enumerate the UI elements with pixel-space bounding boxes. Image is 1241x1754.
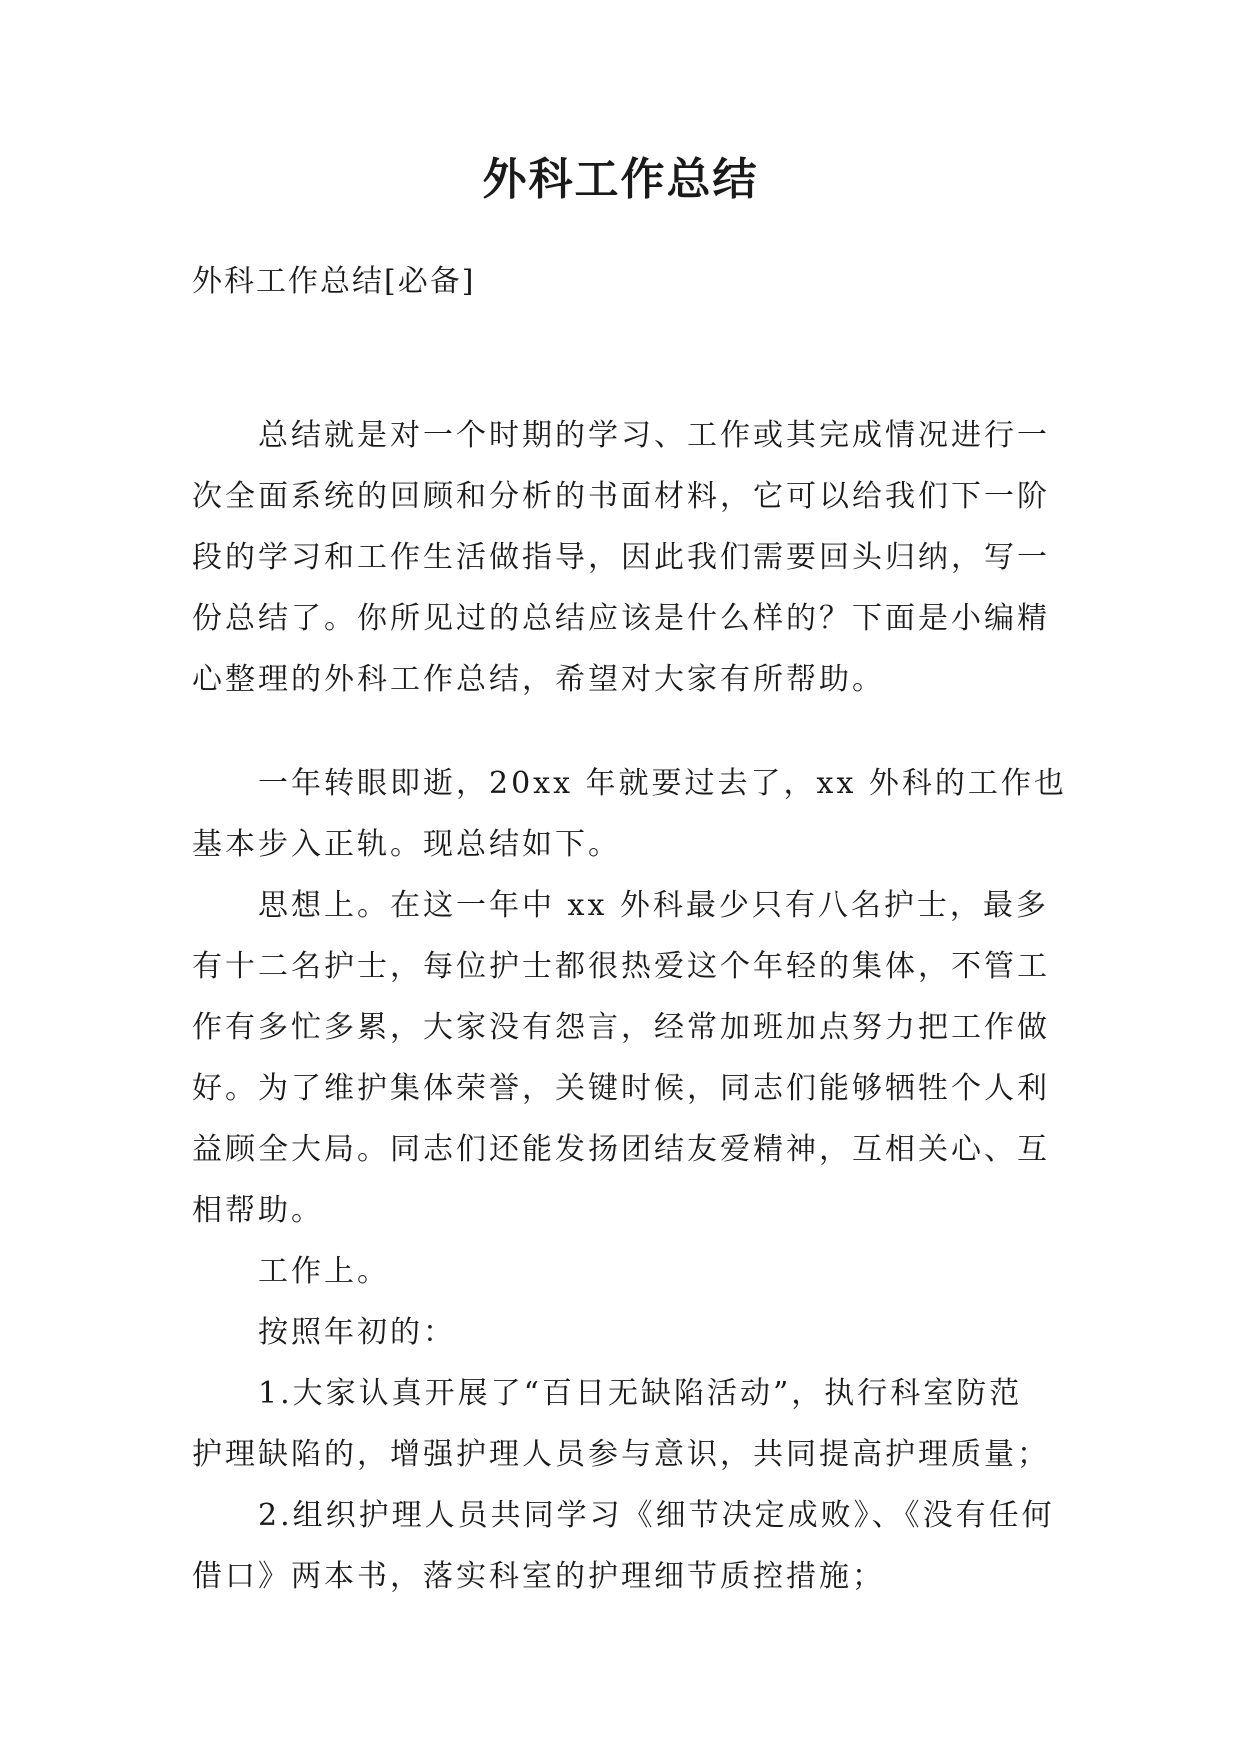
text-line: 有十二名护士，每位护士都很热爱这个年轻的集体，不管工	[192, 949, 1050, 984]
text-line: 思想上。在这一年中 xx 外科最少只有八名护士，最多	[258, 888, 1049, 923]
text-line: 基本步入正轨。现总结如下。	[192, 827, 621, 862]
text-line: 相帮助。	[192, 1193, 324, 1228]
list-item: 2.组织护理人员共同学习《细节决定成败》、《没有任何	[258, 1498, 1055, 1533]
text-line: 护理缺陷的，增强护理人员参与意识，共同提高护理质量；	[192, 1437, 1050, 1472]
text-line: 心整理的外科工作总结，希望对大家有所帮助。	[192, 662, 885, 697]
text-line: 段的学习和工作生活做指导，因此我们需要回头归纳，写一	[192, 540, 1050, 575]
summary-body	[192, 753, 1067, 1607]
text-line: 借口》两本书，落实科室的护理细节质控措施；	[192, 1559, 885, 1594]
document-title: 外科工作总结	[482, 154, 759, 205]
text-line: 按照年初的：	[258, 1315, 456, 1350]
intro-paragraph	[192, 405, 1052, 710]
text-line: 益顾全大局。同志们还能发扬团结友爱精神，互相关心、互	[192, 1132, 1050, 1167]
text-line: 一年转眼即逝，20xx 年就要过去了，xx 外科的工作也	[258, 766, 1067, 801]
list-item: 1.大家认真开展了“百日无缺陷活动”，执行科室防范	[258, 1376, 1023, 1411]
text-line: 作有多忙多累，大家没有怨言，经常加班加点努力把工作做	[192, 1010, 1050, 1045]
section-heading: 工作上。	[258, 1254, 390, 1289]
document-subtitle: 外科工作总结[必备]	[192, 264, 476, 299]
text-line: 总结就是对一个时期的学习、工作或其完成情况进行一	[258, 418, 1050, 453]
text-line: 份总结了。你所见过的总结应该是什么样的？下面是小编精	[192, 601, 1050, 636]
text-line: 好。为了维护集体荣誉，关键时候，同志们能够牺牲个人利	[192, 1071, 1050, 1106]
text-line: 次全面系统的回顾和分析的书面材料，它可以给我们下一阶	[192, 479, 1050, 514]
